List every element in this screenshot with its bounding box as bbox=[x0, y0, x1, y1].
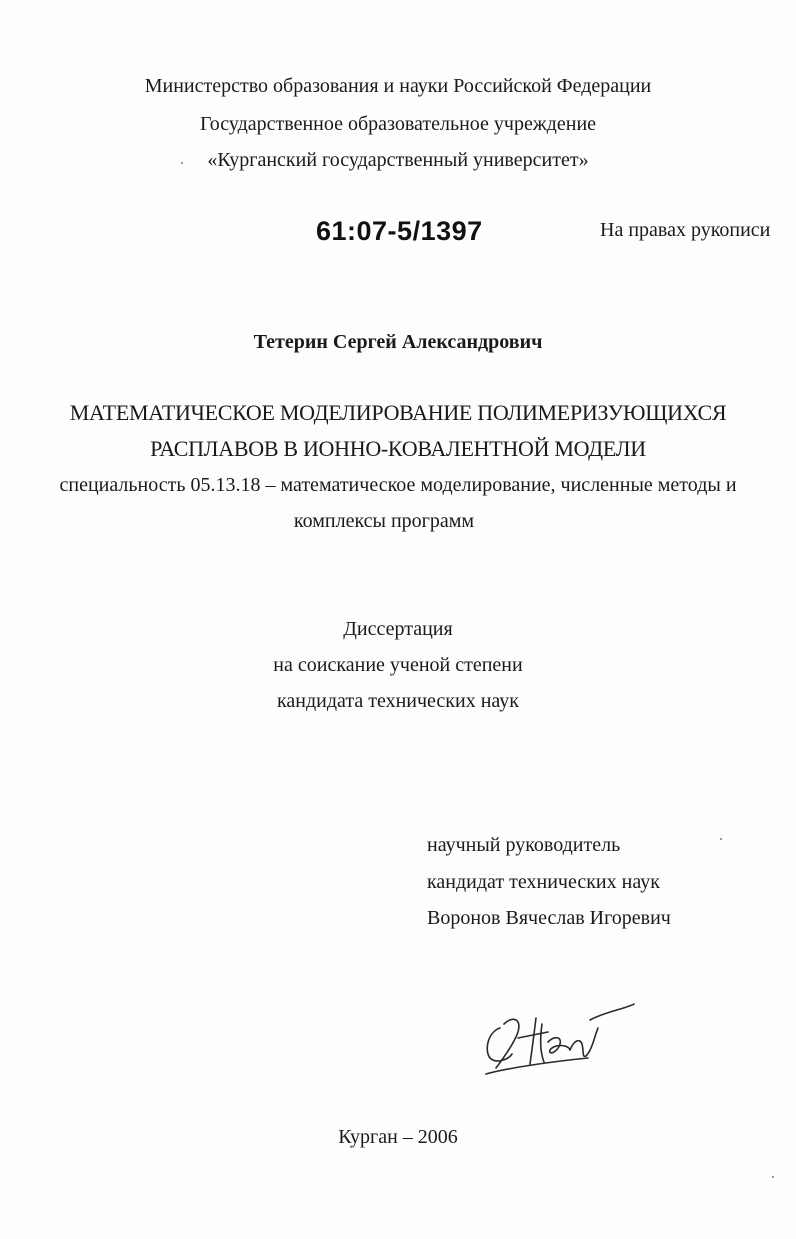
specialty-line-2: комплексы программ bbox=[293, 510, 475, 532]
scan-speck bbox=[181, 162, 183, 164]
degree-line-2: на соискание ученой степени bbox=[273, 654, 523, 676]
title-line-1: МАТЕМАТИЧЕСКОЕ МОДЕЛИРОВАНИЕ ПОЛИМЕРИЗУЮЩИХСЯ bbox=[69, 400, 727, 425]
degree-line-3: кандидата технических наук bbox=[276, 690, 520, 712]
rights-notice: На правах рукописи bbox=[600, 219, 771, 241]
catalog-number: 61:07-5/1397 bbox=[316, 216, 483, 246]
signature-icon bbox=[478, 998, 638, 1084]
author-name: Тетерин Сергей Александрович bbox=[253, 331, 543, 353]
degree-line-1: Диссертация bbox=[343, 618, 453, 640]
supervisor-name: Воронов Вячеслав Игоревич bbox=[427, 907, 671, 929]
scan-speck bbox=[720, 838, 722, 840]
supervisor-role: научный руководитель bbox=[427, 834, 621, 856]
city-year: Курган – 2006 bbox=[338, 1126, 458, 1148]
university-line: «Курганский государственный университет» bbox=[207, 149, 589, 171]
scan-speck bbox=[772, 1176, 774, 1178]
ministry-line: Министерство образования и науки Российской Федерации bbox=[144, 75, 652, 97]
title-line-2: РАСПЛАВОВ В ИОННО-КОВАЛЕНТНОЙ МОДЕЛИ bbox=[150, 436, 646, 461]
specialty-line-1: специальность 05.13.18 – математическое моделирование, численные методы и bbox=[59, 474, 737, 496]
institution-type-line: Государственное образовательное учреждение bbox=[199, 113, 597, 135]
supervisor-degree: кандидат технических наук bbox=[427, 871, 660, 893]
